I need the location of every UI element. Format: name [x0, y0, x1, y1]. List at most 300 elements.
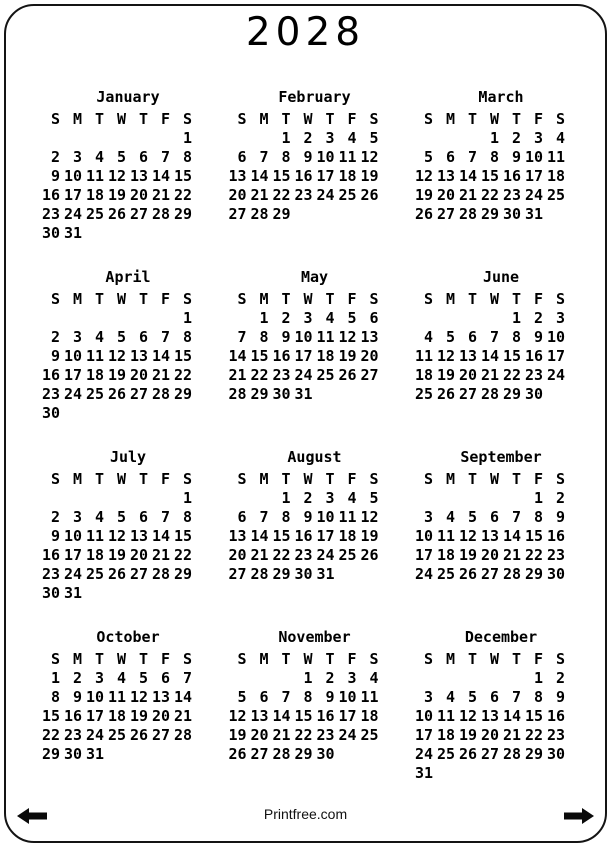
- week-row: [229, 707, 383, 726]
- empty-day-cell: [108, 745, 130, 764]
- day-cell: 22: [250, 366, 269, 384]
- day-cell: 2: [72, 669, 82, 687]
- weekday-label: F: [533, 290, 543, 308]
- day-cell: 19: [415, 186, 434, 204]
- day-cell: 18: [86, 366, 105, 384]
- month-january: [42, 90, 196, 270]
- day-cell: 16: [503, 167, 522, 185]
- weekday-label: F: [533, 650, 543, 668]
- weekday-label: T: [281, 650, 291, 668]
- day-cell: 6: [489, 688, 499, 706]
- year-title: 2028: [245, 10, 366, 55]
- day-cell: 25: [437, 745, 456, 763]
- day-cell: 8: [182, 148, 192, 166]
- day-cell: 9: [303, 508, 313, 526]
- day-cell: 16: [42, 366, 61, 384]
- empty-day-cell: [437, 669, 459, 688]
- day-cell: 24: [316, 546, 335, 564]
- day-cell: 12: [459, 707, 478, 725]
- day-cell: 26: [108, 385, 127, 403]
- day-cell: 22: [272, 186, 291, 204]
- day-cell: 3: [72, 148, 82, 166]
- day-cell: 4: [94, 328, 104, 346]
- weekday-label: T: [138, 470, 148, 488]
- day-cell: 21: [250, 546, 269, 564]
- day-cell: 28: [174, 726, 193, 744]
- day-cell: 8: [182, 508, 192, 526]
- day-cell: 7: [160, 508, 170, 526]
- day-cell: 2: [325, 669, 335, 687]
- empty-day-cell: [108, 309, 130, 328]
- day-cell: 21: [503, 726, 522, 744]
- empty-day-cell: [339, 745, 361, 764]
- empty-day-cell: [503, 669, 525, 688]
- day-cell: 7: [160, 328, 170, 346]
- week-row: [415, 546, 569, 565]
- empty-day-cell: [130, 404, 152, 423]
- day-cell: 31: [415, 764, 434, 782]
- empty-day-cell: [64, 404, 86, 423]
- calendar-grid: [42, 90, 569, 810]
- day-cell: 1: [511, 309, 521, 327]
- day-cell: 7: [511, 508, 521, 526]
- week-row: [415, 726, 569, 745]
- day-cell: 11: [86, 347, 105, 365]
- day-cell: 17: [415, 546, 434, 564]
- empty-day-cell: [152, 745, 174, 764]
- day-cell: 15: [525, 707, 544, 725]
- day-cell: 16: [525, 347, 544, 365]
- day-cell: 22: [525, 726, 544, 744]
- month-title: November: [278, 628, 351, 646]
- weekday-header-row: [42, 650, 196, 669]
- weekday-label: S: [369, 470, 379, 488]
- day-cell: 7: [511, 688, 521, 706]
- day-cell: 16: [42, 186, 61, 204]
- day-cell: 28: [152, 205, 171, 223]
- day-cell: 26: [459, 565, 478, 583]
- empty-day-cell: [415, 489, 437, 508]
- day-cell: 27: [130, 385, 149, 403]
- weekday-header-row: [42, 290, 196, 309]
- day-cell: 9: [555, 688, 565, 706]
- day-cell: 29: [294, 745, 313, 763]
- day-cell: 8: [533, 688, 543, 706]
- day-cell: 12: [228, 707, 247, 725]
- day-cell: 1: [281, 489, 291, 507]
- week-row: [42, 726, 196, 745]
- day-cell: 5: [369, 489, 379, 507]
- empty-day-cell: [86, 489, 108, 508]
- empty-day-cell: [459, 489, 481, 508]
- empty-day-cell: [251, 489, 273, 508]
- next-year-button[interactable]: [564, 808, 594, 824]
- day-cell: 23: [42, 565, 61, 583]
- day-cell: 23: [547, 546, 566, 564]
- day-cell: 13: [459, 347, 478, 365]
- empty-day-cell: [361, 385, 383, 404]
- month-october: [42, 630, 196, 810]
- day-cell: 4: [325, 309, 335, 327]
- empty-day-cell: [525, 764, 547, 783]
- month-august: [229, 450, 383, 630]
- weekday-header-row: [415, 470, 569, 489]
- day-cell: 22: [174, 186, 193, 204]
- week-row: [229, 129, 383, 148]
- weekday-label: T: [138, 290, 148, 308]
- month-title: September: [460, 448, 542, 466]
- day-cell: 18: [415, 366, 434, 384]
- day-cell: 11: [86, 167, 105, 185]
- week-row: [229, 347, 383, 366]
- day-cell: 26: [108, 565, 127, 583]
- day-cell: 19: [228, 726, 247, 744]
- weekday-label: F: [160, 290, 170, 308]
- right-arrow-icon: [564, 808, 594, 824]
- week-row: [415, 129, 569, 148]
- day-cell: 12: [360, 148, 379, 166]
- day-cell: 28: [250, 565, 269, 583]
- weekday-label: S: [555, 290, 565, 308]
- day-cell: 9: [511, 148, 521, 166]
- day-cell: 13: [228, 167, 247, 185]
- empty-day-cell: [339, 385, 361, 404]
- weekday-label: W: [303, 110, 313, 128]
- day-cell: 22: [42, 726, 61, 744]
- day-cell: 23: [272, 366, 291, 384]
- day-cell: 18: [86, 186, 105, 204]
- day-cell: 26: [360, 546, 379, 564]
- day-cell: 28: [250, 205, 269, 223]
- day-cell: 4: [347, 489, 357, 507]
- day-cell: 7: [259, 508, 269, 526]
- day-cell: 12: [130, 688, 149, 706]
- day-cell: 25: [360, 726, 379, 744]
- day-cell: 4: [445, 688, 455, 706]
- day-cell: 22: [174, 546, 193, 564]
- day-cell: 21: [152, 366, 171, 384]
- day-cell: 9: [50, 527, 60, 545]
- empty-day-cell: [152, 309, 174, 328]
- weekday-label: T: [281, 290, 291, 308]
- weekday-label: F: [160, 110, 170, 128]
- week-row: [415, 565, 569, 584]
- day-cell: 24: [415, 745, 434, 763]
- day-cell: 10: [316, 148, 335, 166]
- day-cell: 26: [130, 726, 149, 744]
- day-cell: 1: [533, 669, 543, 687]
- weekday-label: S: [50, 470, 60, 488]
- day-cell: 27: [228, 565, 247, 583]
- day-cell: 10: [294, 328, 313, 346]
- month-march: [415, 90, 569, 270]
- day-cell: 21: [481, 366, 500, 384]
- day-cell: 6: [138, 148, 148, 166]
- day-cell: 15: [174, 527, 193, 545]
- day-cell: 3: [423, 508, 433, 526]
- day-cell: 9: [281, 328, 291, 346]
- day-cell: 25: [86, 385, 105, 403]
- weekday-label: T: [281, 110, 291, 128]
- day-cell: 26: [338, 366, 357, 384]
- empty-day-cell: [174, 224, 196, 243]
- weekday-header-row: [42, 110, 196, 129]
- day-cell: 15: [525, 527, 544, 545]
- day-cell: 30: [64, 745, 83, 763]
- day-cell: 28: [503, 565, 522, 583]
- day-cell: 5: [467, 508, 477, 526]
- day-cell: 24: [415, 565, 434, 583]
- weekday-label: S: [50, 650, 60, 668]
- day-cell: 2: [281, 309, 291, 327]
- weekday-label: W: [489, 470, 499, 488]
- empty-day-cell: [317, 385, 339, 404]
- day-cell: 14: [503, 527, 522, 545]
- weekday-header-row: [415, 290, 569, 309]
- day-cell: 25: [316, 366, 335, 384]
- day-cell: 23: [316, 726, 335, 744]
- day-cell: 14: [481, 347, 500, 365]
- day-cell: 11: [338, 508, 357, 526]
- week-row: [42, 527, 196, 546]
- day-cell: 10: [316, 508, 335, 526]
- day-cell: 3: [325, 129, 335, 147]
- day-cell: 26: [415, 205, 434, 223]
- day-cell: 21: [152, 546, 171, 564]
- day-cell: 18: [316, 347, 335, 365]
- day-cell: 8: [511, 328, 521, 346]
- day-cell: 25: [338, 546, 357, 564]
- weekday-label: M: [445, 650, 455, 668]
- day-cell: 20: [481, 546, 500, 564]
- day-cell: 2: [511, 129, 521, 147]
- empty-day-cell: [415, 669, 437, 688]
- day-cell: 31: [316, 565, 335, 583]
- day-cell: 17: [316, 167, 335, 185]
- day-cell: 26: [228, 745, 247, 763]
- day-cell: 10: [64, 167, 83, 185]
- day-cell: 7: [281, 688, 291, 706]
- empty-day-cell: [152, 129, 174, 148]
- day-cell: 1: [50, 669, 60, 687]
- day-cell: 10: [86, 688, 105, 706]
- day-cell: 19: [360, 167, 379, 185]
- day-cell: 31: [294, 385, 313, 403]
- empty-day-cell: [108, 224, 130, 243]
- day-cell: 29: [174, 385, 193, 403]
- day-cell: 14: [152, 347, 171, 365]
- weekday-label: T: [325, 650, 335, 668]
- day-cell: 21: [503, 546, 522, 564]
- day-cell: 4: [369, 669, 379, 687]
- week-row: [42, 205, 196, 224]
- week-row: [42, 688, 196, 707]
- day-cell: 16: [294, 167, 313, 185]
- day-cell: 7: [467, 148, 477, 166]
- week-row: [229, 167, 383, 186]
- month-title: March: [478, 88, 524, 106]
- day-cell: 16: [42, 546, 61, 564]
- empty-day-cell: [86, 309, 108, 328]
- weekday-label: W: [303, 290, 313, 308]
- month-title: August: [287, 448, 342, 466]
- weekday-label: S: [369, 110, 379, 128]
- day-cell: 21: [174, 707, 193, 725]
- week-row: [42, 385, 196, 404]
- week-row: [229, 527, 383, 546]
- week-row: [42, 129, 196, 148]
- day-cell: 20: [228, 186, 247, 204]
- day-cell: 1: [259, 309, 269, 327]
- empty-day-cell: [64, 129, 86, 148]
- empty-day-cell: [459, 669, 481, 688]
- day-cell: 9: [303, 148, 313, 166]
- day-cell: 4: [445, 508, 455, 526]
- empty-day-cell: [481, 489, 503, 508]
- day-cell: 8: [303, 688, 313, 706]
- weekday-header-row: [229, 650, 383, 669]
- day-cell: 28: [272, 745, 291, 763]
- day-cell: 27: [481, 565, 500, 583]
- day-cell: 15: [174, 167, 193, 185]
- day-cell: 18: [86, 546, 105, 564]
- empty-day-cell: [229, 489, 251, 508]
- day-cell: 11: [316, 328, 335, 346]
- month-may: [229, 270, 383, 450]
- day-cell: 15: [503, 347, 522, 365]
- day-cell: 29: [174, 565, 193, 583]
- day-cell: 29: [42, 745, 61, 763]
- day-cell: 5: [467, 688, 477, 706]
- day-cell: 27: [481, 745, 500, 763]
- day-cell: 30: [547, 565, 566, 583]
- empty-day-cell: [174, 584, 196, 603]
- empty-day-cell: [415, 129, 437, 148]
- weekday-label: W: [303, 650, 313, 668]
- day-cell: 5: [237, 688, 247, 706]
- day-cell: 1: [303, 669, 313, 687]
- empty-day-cell: [86, 129, 108, 148]
- day-cell: 21: [459, 186, 478, 204]
- day-cell: 23: [294, 186, 313, 204]
- day-cell: 27: [130, 205, 149, 223]
- day-cell: 2: [533, 309, 543, 327]
- week-row: [229, 565, 383, 584]
- empty-day-cell: [459, 129, 481, 148]
- day-cell: 22: [503, 366, 522, 384]
- weekday-label: F: [160, 650, 170, 668]
- week-row: [42, 745, 196, 764]
- day-cell: 6: [138, 508, 148, 526]
- weekday-label: F: [347, 470, 357, 488]
- day-cell: 13: [130, 527, 149, 545]
- day-cell: 26: [360, 186, 379, 204]
- weekday-label: T: [94, 290, 104, 308]
- day-cell: 10: [64, 347, 83, 365]
- day-cell: 11: [108, 688, 127, 706]
- day-cell: 2: [555, 669, 565, 687]
- empty-day-cell: [361, 745, 383, 764]
- day-cell: 10: [415, 527, 434, 545]
- empty-day-cell: [251, 129, 273, 148]
- day-cell: 29: [503, 385, 522, 403]
- day-cell: 13: [152, 688, 171, 706]
- day-cell: 30: [547, 745, 566, 763]
- empty-day-cell: [64, 489, 86, 508]
- day-cell: 29: [525, 745, 544, 763]
- empty-day-cell: [130, 129, 152, 148]
- weekday-label: M: [259, 110, 269, 128]
- day-cell: 11: [437, 707, 456, 725]
- day-cell: 24: [64, 565, 83, 583]
- weekday-label: M: [72, 110, 82, 128]
- empty-day-cell: [295, 205, 317, 224]
- day-cell: 22: [481, 186, 500, 204]
- week-row: [415, 309, 569, 328]
- empty-day-cell: [437, 129, 459, 148]
- week-row: [229, 745, 383, 764]
- empty-day-cell: [437, 764, 459, 783]
- weekday-label: S: [182, 470, 192, 488]
- weekday-label: T: [511, 650, 521, 668]
- weekday-label: W: [116, 290, 126, 308]
- day-cell: 29: [272, 205, 291, 223]
- day-cell: 14: [152, 167, 171, 185]
- week-row: [229, 688, 383, 707]
- empty-day-cell: [130, 489, 152, 508]
- empty-day-cell: [86, 584, 108, 603]
- weekday-header-row: [415, 110, 569, 129]
- weekday-label: S: [237, 470, 247, 488]
- day-cell: 9: [50, 167, 60, 185]
- empty-day-cell: [108, 404, 130, 423]
- empty-day-cell: [152, 584, 174, 603]
- weekday-label: M: [445, 110, 455, 128]
- day-cell: 5: [138, 669, 148, 687]
- day-cell: 6: [237, 148, 247, 166]
- day-cell: 8: [50, 688, 60, 706]
- month-title: February: [278, 88, 351, 106]
- day-cell: 20: [360, 347, 379, 365]
- day-cell: 2: [50, 328, 60, 346]
- day-cell: 8: [281, 148, 291, 166]
- day-cell: 30: [42, 224, 61, 242]
- day-cell: 18: [437, 726, 456, 744]
- empty-day-cell: [547, 205, 569, 224]
- day-cell: 17: [64, 186, 83, 204]
- day-cell: 14: [250, 167, 269, 185]
- day-cell: 19: [338, 347, 357, 365]
- weekday-label: F: [160, 470, 170, 488]
- weekday-label: T: [94, 110, 104, 128]
- day-cell: 12: [437, 347, 456, 365]
- empty-day-cell: [229, 309, 251, 328]
- week-row: [229, 546, 383, 565]
- day-cell: 17: [338, 707, 357, 725]
- day-cell: 22: [174, 366, 193, 384]
- day-cell: 7: [160, 148, 170, 166]
- empty-day-cell: [437, 489, 459, 508]
- weekday-label: T: [138, 110, 148, 128]
- weekday-label: T: [325, 110, 335, 128]
- empty-day-cell: [130, 584, 152, 603]
- empty-day-cell: [174, 404, 196, 423]
- weekday-label: S: [423, 470, 433, 488]
- day-cell: 24: [64, 385, 83, 403]
- empty-day-cell: [108, 129, 130, 148]
- day-cell: 20: [481, 726, 500, 744]
- day-cell: 27: [459, 385, 478, 403]
